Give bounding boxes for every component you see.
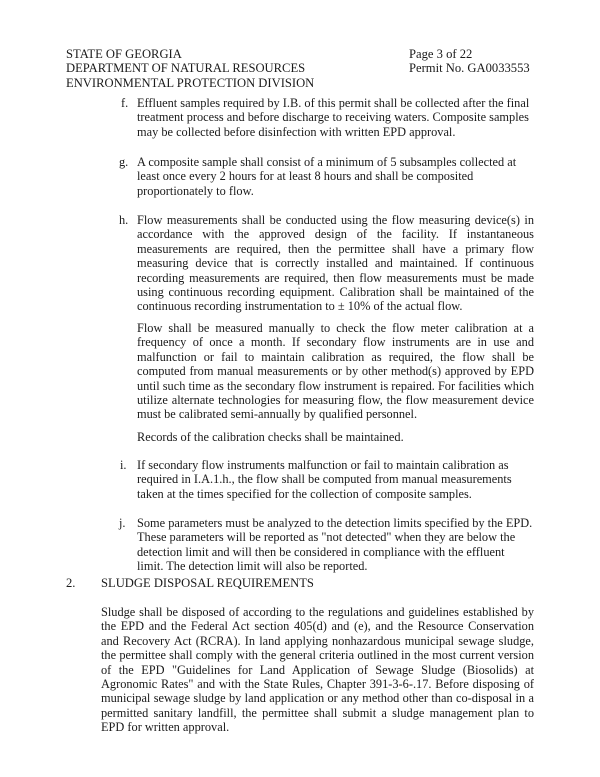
item-marker-j: j.	[119, 516, 126, 530]
item-text-h: Flow measurements shall be conducted using the flow measuring device(s) in accordance with the approved design of the facility. If instantaneous measurements are required, then the permittee shall have a primary flow measuring device that is correctly installed and maintained. If continuous recording measurements are required, then flow measurements must be made using continuous recording equipment. Calibration shall be maintained of the continuous recording instrumentation to ± 10% of the actual flow.	[137, 213, 534, 314]
item-text-g: A composite sample shall consist of a minimum of 5 subsamples collected at least once every 2 hours for at least 8 hours and shall be composited proportionately to flow.	[137, 155, 517, 198]
item-text-j: Some parameters must be analyzed to the detection limits specified by the EPD. These parameters will be reported as "not detected" when they are below the detection limit and will then be considered in compliance with the effluent limit. The detection limit will also be reported.	[137, 516, 533, 574]
item-text-f: Effluent samples required by I.B. of this permit shall be collected after the final treatment process and before discharge to receiving waters. Composite samples may be collected before disinfection with written EPD approval.	[137, 96, 530, 139]
item-marker-f: f.	[121, 96, 129, 110]
item-h-paragraph-2: Flow shall be measured manually to check the flow meter calibration at a frequency of once a month. If secondary flow instruments are in use and malfunction or fail to maintain calibration as required, the flow shall be computed from manual measurements or by other method(s) approved by EPD until such time as the secondary flow instrument is repaired. For facilities which utilize alternate technologies for measuring flow, the flow measurement device must be calibrated semi-annually by qualified personnel.	[137, 321, 534, 422]
item-h-paragraph-3: Records of the calibration checks shall be maintained.	[137, 430, 404, 444]
section-title: SLUDGE DISPOSAL REQUIREMENTS	[101, 576, 314, 590]
agency-line-department: DEPARTMENT OF NATURAL RESOURCES	[66, 61, 306, 76]
item-marker-i: i.	[120, 458, 127, 472]
page-info-header	[409, 47, 530, 76]
item-marker-g: g.	[119, 155, 129, 169]
sludge-paragraph: Sludge shall be disposed of according to the regulations and guidelines established by the EPD and the Federal Act section 405(d) and (e), and the Resource Conservation and Recovery Act (RCRA). In land applying nonhazardous municipal sewage sludge, the permittee shall comply with the general criteria outlined in the most current version of the EPD "Guidelines for Land Application of Sewage Sludge (Biosolids) at Agronomic Rates" and with the State Rules, Chapter 391-3-6-.17. Before disposing of municipal sewage sludge by land application or any method other than co-disposal in a permitted sanitary landfill, the permittee shall submit a sludge management plan to EPD for written approval.	[101, 605, 534, 735]
item-marker-h: h.	[119, 213, 129, 227]
permit-number: Permit No. GA0033553	[409, 61, 530, 76]
page-number: Page 3 of 22	[409, 47, 473, 61]
item-text-i: If secondary flow instruments malfunction or fail to maintain calibration as required in I.A.1.h., the flow shall be computed from manual measurements taken at the times specified for the collection of composite samples.	[137, 458, 512, 501]
agency-header	[66, 47, 314, 90]
section-number: 2.	[66, 576, 76, 590]
agency-line-state: STATE OF GEORGIA	[66, 47, 182, 61]
agency-line-division: ENVIRONMENTAL PROTECTION DIVISION	[66, 75, 315, 90]
